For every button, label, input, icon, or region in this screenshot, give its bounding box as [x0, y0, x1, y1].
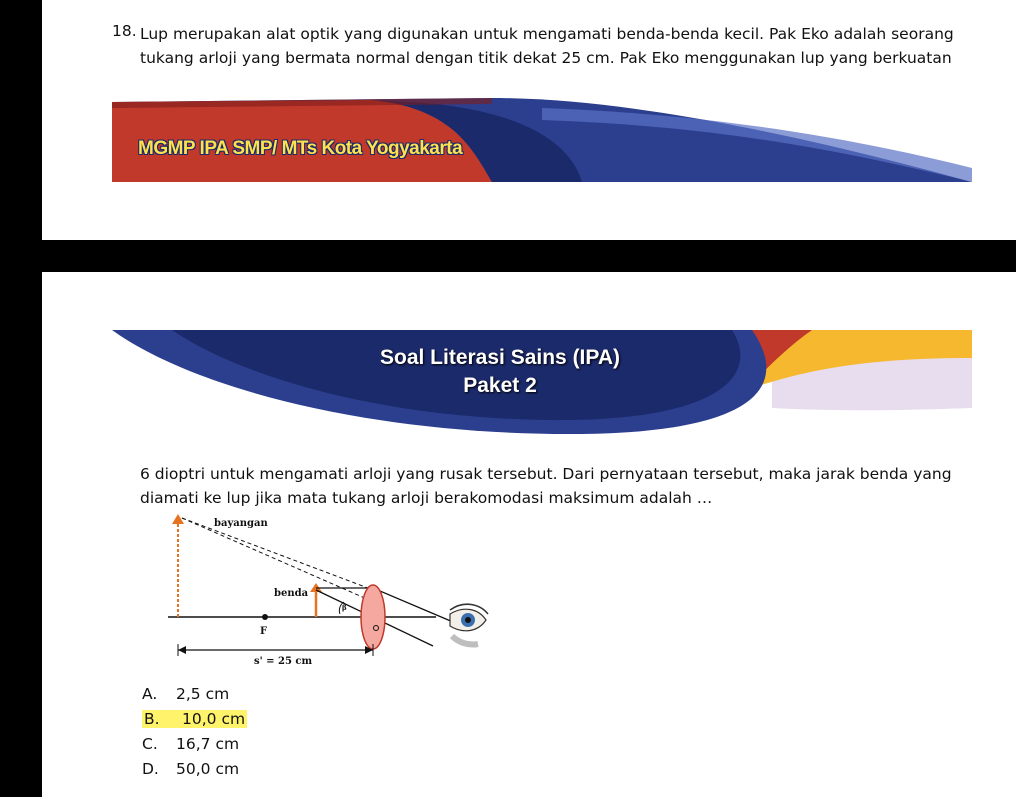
option-text: 16,7 cm — [176, 735, 240, 753]
option-letter: D. — [142, 760, 159, 778]
label-object: benda — [274, 588, 309, 599]
lens — [361, 585, 385, 649]
option-letter: A. — [142, 685, 158, 703]
option-letter: C. — [142, 735, 158, 753]
question-line-2: tukang arloji yang bermata normal dengan titik dekat 25 cm. Pak Eko menggunakan lup yang berkuatan — [140, 49, 952, 67]
virtual-ray-1 — [182, 518, 368, 588]
focus-point — [262, 614, 268, 620]
option-text: 50,0 cm — [176, 760, 240, 778]
label-beta: β — [342, 603, 347, 612]
label-focus: F — [260, 626, 268, 637]
banner-subtitle: Paket 2 — [463, 374, 537, 397]
option-a[interactable] — [142, 685, 229, 703]
magnifier-diagram — [168, 510, 498, 675]
option-letter: B. — [142, 710, 180, 728]
option-text-highlighted: 10,0 cm — [182, 710, 246, 728]
banner-top-text: MGMP IPA SMP/ MTs Kota Yogyakarta — [138, 138, 463, 159]
label-distance: s' = 25 cm — [254, 656, 313, 667]
option-c[interactable] — [142, 735, 239, 753]
question-line-3: 6 dioptri untuk mengamati arloji yang rusak tersebut. Dari pernyataan tersebut, maka jarak benda yang — [140, 465, 952, 483]
eye-icon — [450, 604, 488, 644]
option-text: 2,5 cm — [176, 685, 230, 703]
question-line-4: diamati ke lup jika mata tukang arloji berakomodasi maksimum adalah … — [140, 489, 713, 507]
black-separator — [0, 240, 1016, 272]
image-arrow-head — [172, 514, 184, 524]
left-black-border — [0, 0, 42, 797]
banner-title: Soal Literasi Sains (IPA) — [379, 346, 620, 369]
label-image: bayangan — [214, 518, 268, 529]
question-number: 18. — [112, 22, 137, 40]
question-line-1: Lup merupakan alat optik yang digunakan untuk mengamati benda-benda kecil. Pak Eko adalah seorang — [140, 25, 954, 43]
option-d[interactable] — [142, 760, 239, 778]
option-b[interactable] — [142, 710, 247, 728]
